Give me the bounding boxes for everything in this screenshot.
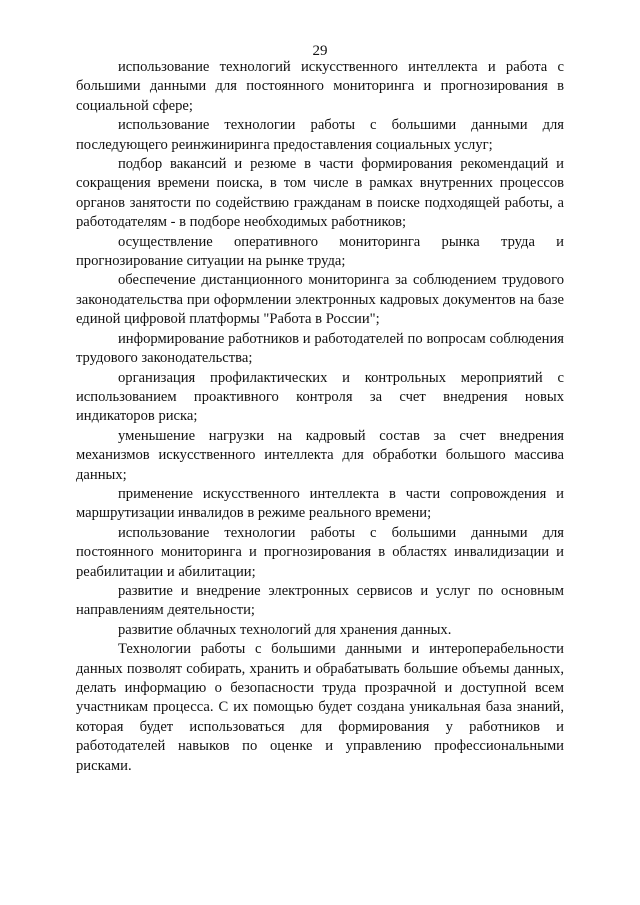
list-item-remote-labor-law-monitoring: обеспечение дистанционного мониторинга за соблюдением трудового законодательства при оформлении электронных кадровых документов на базе единой цифровой платформы "Работа в России"; [76,272,564,328]
list-item-ai-big-data-social: использование технологий искусственного интеллекта и работа с большими данными для постоянного мониторинга и прогнозирования в социальной сфере; [76,59,564,114]
list-item-electronic-services: развитие и внедрение электронных сервисов и услуг по основным направлениям деятельности; [76,582,564,619]
list-item-cloud-storage: развитие облачных технологий для хранения данных. [118,621,452,638]
list-item-disabled-routing: применение искусственного интеллекта в части сопровождения и маршрутизации инвалидов в режиме реального времени; [76,485,564,522]
list-item-labor-market-monitoring: осуществление оперативного мониторинга рынка труда и прогнозирование ситуации на рынке труда; [76,233,564,270]
list-item-informing-workers: информирование работников и работодателей по вопросам соблюдения трудового законодательства; [76,330,564,367]
list-item-big-data-reengineering: использование технологии работы с большими данными для последующего реинжиниринга предоставления социальных услуг; [76,117,564,153]
body-text [76,58,564,776]
page-number: 29 [312,43,328,59]
list-item-disability-monitoring: использование технологии работы с большими данными для постоянного мониторинга и прогнозирования в областях инвалидизации и реабилитации и абилитации; [76,524,564,580]
list-item-preventive-control: организация профилактических и контрольных мероприятий с использованием проактивного контроля за счет внедрения новых индикаторов риска; [76,369,564,425]
list-item-staff-load-reduction: уменьшение нагрузки на кадровый состав за счет внедрения механизмов искусственного интеллекта для обработки большого массива данных; [76,427,564,483]
summary-paragraph: Технологии работы с большими данными и интероперабельности данных позволят собирать, хранить и обрабатывать большие объемы данных, делать информацию о безопасности труда прозрачной и доступной всем участникам процесса. С их помощью будет создана уникальная база знаний, которая будет использоваться для формирования у работников и работодателей навыков по оценке и управлению профессиональными рисками. [76,641,564,774]
list-item-vacancy-matching: подбор вакансий и резюме в части формирования рекомендаций и сокращения времени поиска, в том числе в рамках внутренних процессов органов занятости по содействию гражданам в поиске подходящей работы, а работодателям - в подборе необходимых работников; [76,156,564,231]
